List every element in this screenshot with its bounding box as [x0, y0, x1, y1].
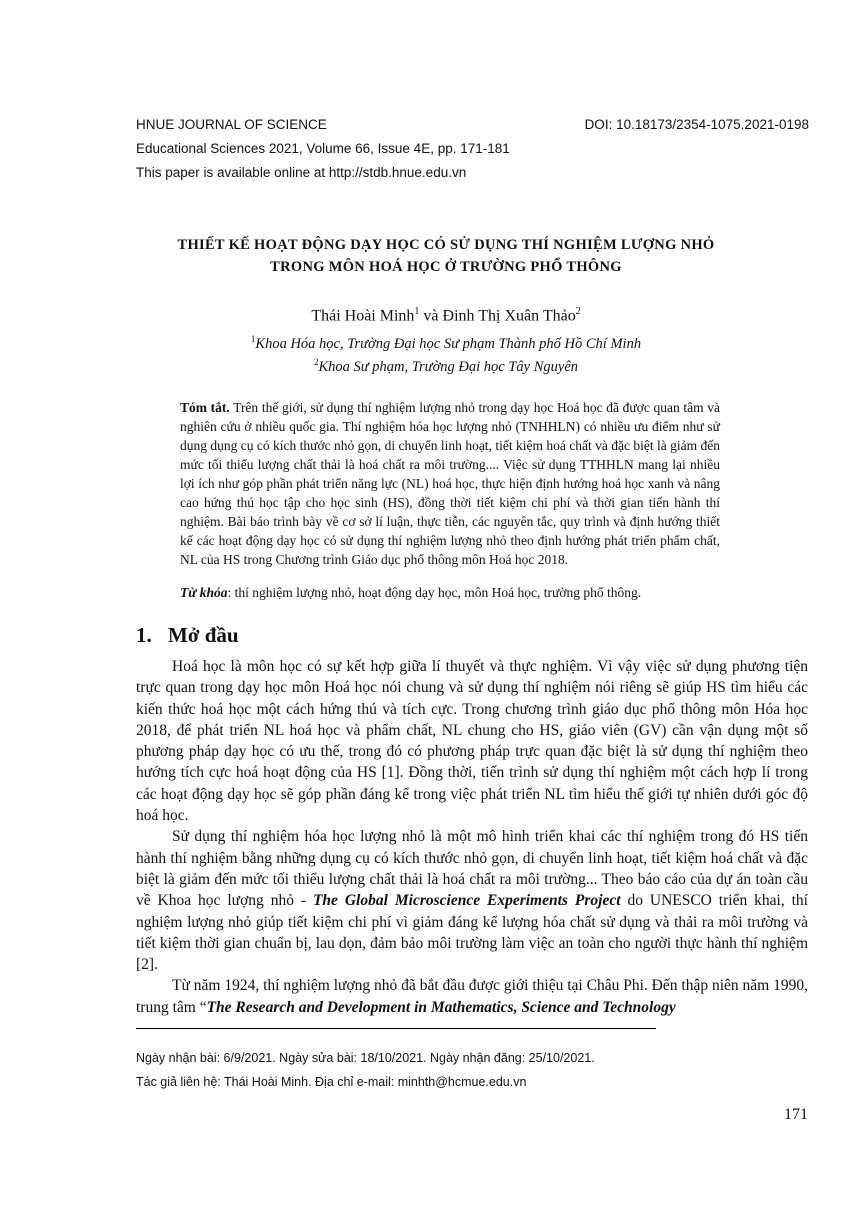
online-info: This paper is available online at http://stdb.hnue.edu.vn — [136, 165, 467, 180]
abstract-text: Trên thế giới, sử dụng thí nghiệm lượng nhỏ trong dạy học Hoá học đã được quan tâm và nghiên cứu ở nhiều quốc gia. Thí nghiệm hóa học lượng nhỏ (TNHHLN) có nhiều ưu điểm như sử dụng dụng cụ có kích thước nhỏ gọn, di chuyển linh hoạt, tiết kiệm hoá chất và đặc biệt là giảm đến mức tối thiểu lượng chất thải là hoá chất ra môi trường.... Việc sử dụng TTHHLN mang lại nhiều lợi ích như góp phần phát triển năng lực (NL) hoá học, thực hiện định hướng hoá học xanh và nâng cao hứng thú học tập cho học sinh (HS), đồng thời tiết kiệm chi phí và thời gian tiến hành thí nghiệm. Bài báo trình bày về cơ sở lí luận, thực tiễn, các nguyên tắc, quy trình và định hướng thiết kế các hoạt động dạy học có sử dụng thí nghiệm lượng nhỏ theo định hướng phát triển phẩm chất, NL của HS trong Chương trình Giáo dục phổ thông môn Hoá học 2018. — [180, 400, 720, 567]
body-text — [136, 656, 808, 1018]
paragraph-2 — [136, 826, 808, 975]
section-number: 1. — [136, 623, 152, 647]
aff-2-sup: 2 — [313, 357, 319, 367]
authors — [120, 302, 772, 326]
title-line-2: TRONG MÔN HOÁ HỌC Ở TRƯỜNG PHỔ THÔNG — [270, 259, 622, 275]
footnote-contact: Tác giả liên hệ: Thái Hoài Minh. Địa chỉ e-mail: minhth@hcmue.edu.vn — [136, 1075, 527, 1089]
author-1: Thái Hoài Minh — [311, 307, 415, 325]
affiliation-2 — [120, 353, 772, 376]
author-1-sup: 1 — [414, 306, 420, 317]
abstract — [180, 398, 720, 569]
section-title: Mở đầu — [168, 623, 239, 647]
keywords — [180, 583, 740, 602]
aff-1-text: Khoa Hóa học, Trường Đại học Sư phạm Thành phố Hồ Chí Minh — [255, 335, 642, 352]
author-2-sup: 2 — [575, 306, 581, 317]
page-number: 171 — [784, 1106, 808, 1123]
author-2: Đinh Thị Xuân Thảo — [442, 307, 576, 325]
paragraph-2-part-b: do UNESCO triển khai, thí nghiệm lượng nhỏ giúp tiết kiệm chi phí vì giảm đáng kể lượng hóa chất sử dụng và thải ra môi trường và tiết kiệm thời gian chuẩn bị, lau dọn, đảm bảo môi trường làm việc an toàn cho người thực hành thí nghiệm [2]. — [136, 892, 808, 974]
keywords-text: : thí nghiệm lượng nhỏ, hoạt động dạy học, môn Hoá học, trường phổ thông. — [227, 585, 642, 600]
author-conj: và — [419, 307, 443, 325]
paragraph-2-part-a: Sử dụng thí nghiệm hóa học lượng nhỏ là một mô hình triển khai các thí nghiệm trong đó HS tiến hành thí nghiệm bằng những dụng cụ có kích thước nhỏ gọn, di chuyển linh hoạt, tiết kiệm hoá chất và đặc biệt là giảm đến mức tối thiểu lượng chất thải là hoá chất ra môi trường... Theo báo cáo của dự án toàn cầu về Khoa học lượng nhỏ - — [136, 828, 808, 910]
section-heading — [136, 622, 239, 648]
volume-info: Educational Sciences 2021, Volume 66, Issue 4E, pp. 171-181 — [136, 141, 510, 156]
aff-2-text: Khoa Sư phạm, Trường Đại học Tây Nguyên — [318, 358, 579, 375]
abstract-label: Tóm tắt. — [180, 400, 230, 415]
keywords-label: Từ khóa — [180, 585, 228, 600]
doi: DOI: 10.18173/2354-1075.2021-0198 — [584, 117, 809, 132]
aff-1-sup: 1 — [250, 334, 256, 344]
affiliation-1 — [120, 330, 772, 353]
paper-title — [120, 234, 772, 278]
paragraph-3-italic: The Research and Development in Mathematics, Science and Technology — [206, 998, 676, 1016]
footnote-received: Ngày nhận bài: 6/9/2021. Ngày sửa bài: 18/10/2021. Ngày nhận đăng: 25/10/2021. — [136, 1051, 595, 1065]
title-line-1: THIẾT KẾ HOẠT ĐỘNG DẠY HỌC CÓ SỬ DỤNG THÍ NGHIỆM LƯỢNG NHỎ — [177, 237, 715, 253]
paragraph-3 — [136, 975, 808, 1018]
paragraph-3-part-a: Từ năm 1924, thí nghiệm lượng nhỏ đã bắt đầu được giới thiệu tại Châu Phi. Đến thập niên năm 1990, trung tâm “ — [136, 977, 808, 1016]
footnote-rule — [136, 1028, 656, 1029]
paragraph-2-italic: The Global Microscience Experiments Project — [312, 892, 621, 910]
paragraph-1: Hoá học là môn học có sự kết hợp giữa lí thuyết và thực nghiệm. Vì vậy việc sử dụng phương tiện trực quan trong dạy học môn Hoá học nói chung và sử dụng thí nghiệm nói riêng sẽ giúp HS tìm hiểu các kiến thức hoá học một cách hứng thú và tích cực. Trong chương trình giáo dục phổ thông môn Hóa học 2018, để phát triển NL hoá học và phẩm chất, NL chung cho HS, giáo viên (GV) cần vận dụng một số phương pháp dạy học có ưu thế, trong đó có phương pháp trực quan đặc biệt là sử dụng thí nghiệm theo hướng tích cực hoá hoạt động của HS [1]. Đồng thời, tiến trình sử dụng thí nghiệm một cách hợp lí trong các hoạt động dạy học sẽ góp phần đáng kể trong việc phát triển NL tìm hiểu thế giới tự nhiên dưới góc độ hoá học. — [136, 658, 808, 825]
journal-name: HNUE JOURNAL OF SCIENCE — [136, 117, 327, 132]
